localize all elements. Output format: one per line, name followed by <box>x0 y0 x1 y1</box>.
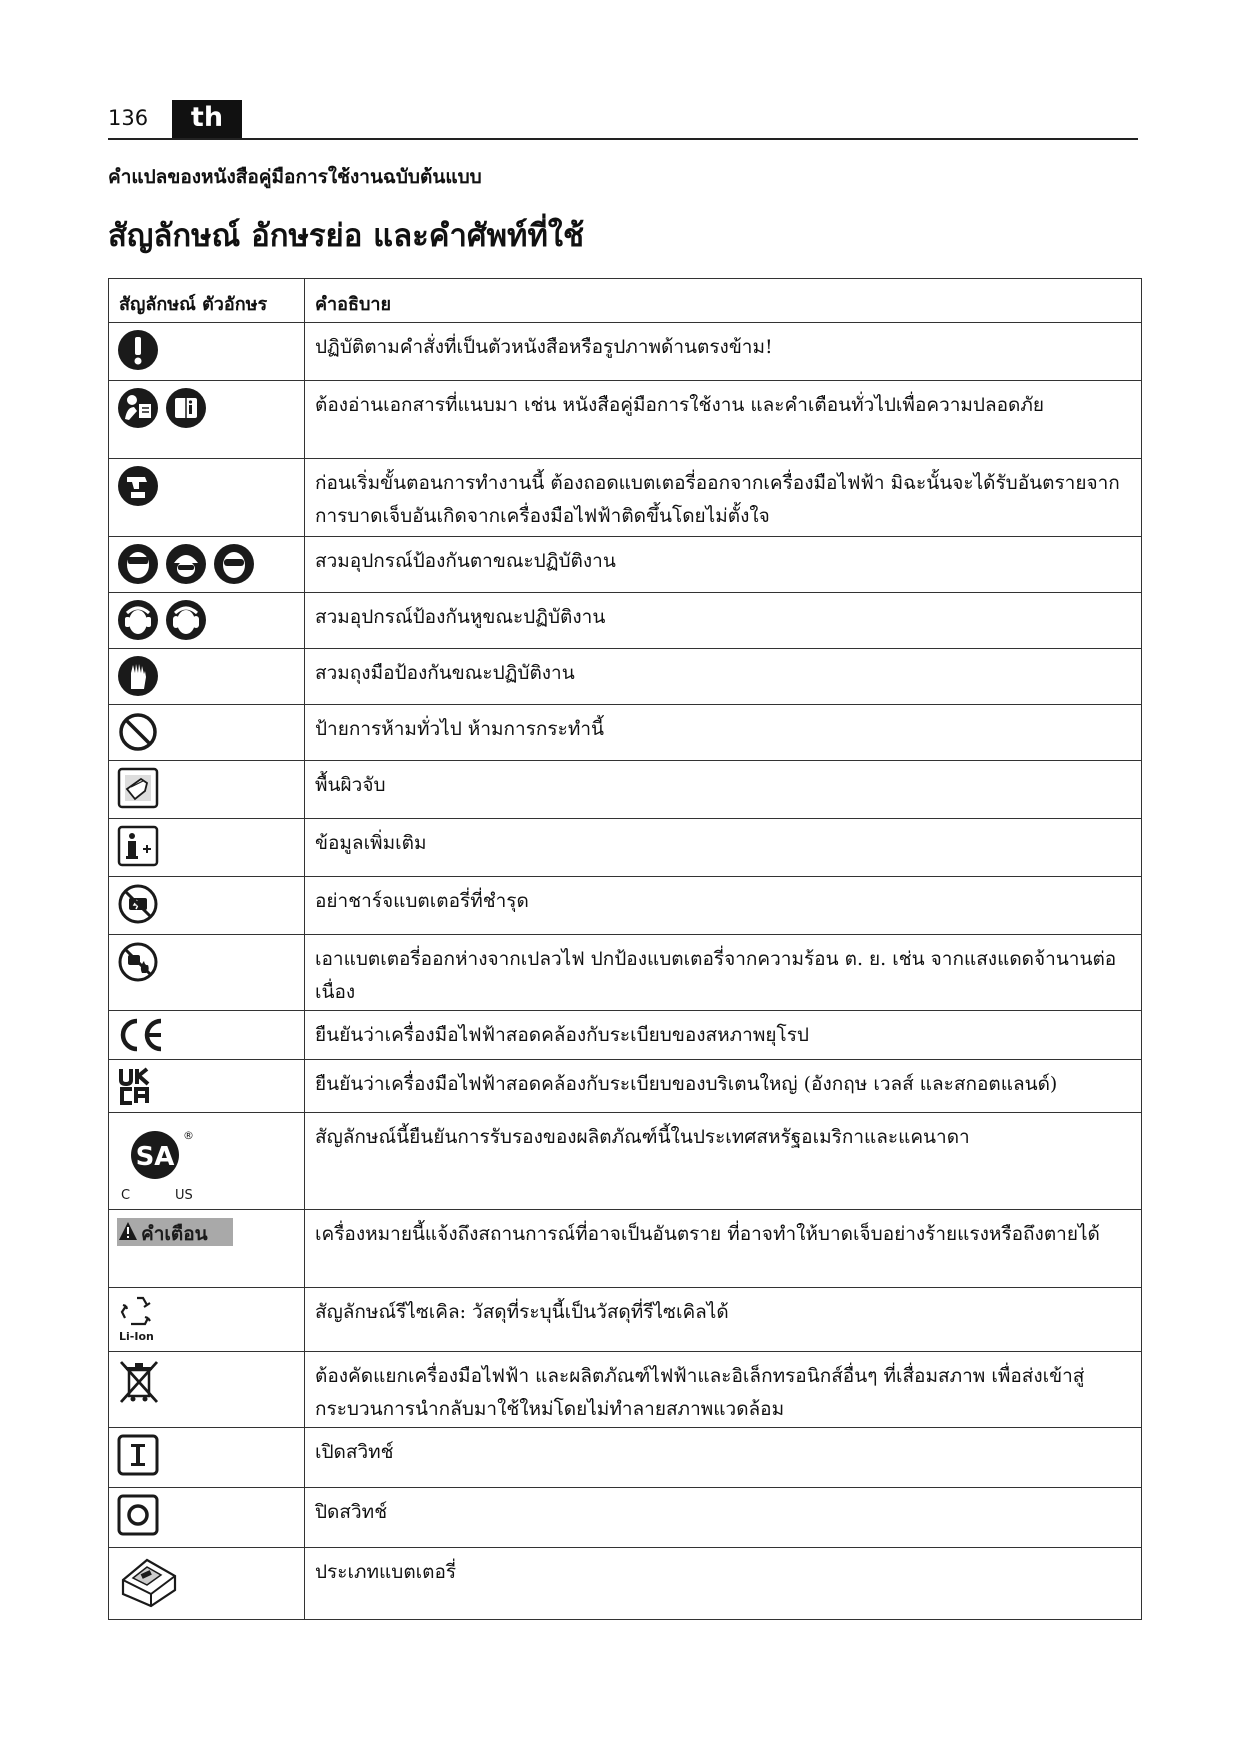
row-description: อย่าชาร์จแบตเตอรี่ที่ชำรุด <box>305 877 1142 935</box>
battery-away-from-fire-icon <box>117 941 159 983</box>
row-description: สัญลักษณ์นี้ยืนยันการรับรองของผลิตภัณฑ์นี้ในประเทศสหรัฐอเมริกาและแคนาดา <box>305 1113 1142 1210</box>
table-row <box>109 1488 1142 1548</box>
table-row <box>109 1060 1142 1113</box>
table-row <box>109 323 1142 381</box>
exclamation-mandatory-icon <box>117 329 159 371</box>
safety-helmet-icon <box>165 543 207 585</box>
table-row <box>109 1428 1142 1488</box>
table-row <box>109 1210 1142 1288</box>
ukca-mark-icon <box>117 1066 157 1106</box>
row-description: ยืนยันว่าเครื่องมือไฟฟ้าสอดคล้องกับระเบียบของบริเตนใหญ่ (อังกฤษ เวลส์ และสกอตแลนด์) <box>305 1060 1142 1113</box>
table-row <box>109 1288 1142 1352</box>
description-column-header: คำอธิบาย <box>305 279 1142 323</box>
page-number: 136 <box>108 106 149 130</box>
table-row <box>109 1011 1142 1060</box>
row-description: ข้อมูลเพิ่มเติม <box>305 819 1142 877</box>
row-description: สัญลักษณ์รีไซเคิล: วัสดุที่ระบุนี้เป็นวัสดุที่รีไซเคิลได้ <box>305 1288 1142 1352</box>
csa-letters: SA <box>135 1142 175 1172</box>
gloves-icon <box>117 655 159 697</box>
remove-battery-icon <box>117 465 159 507</box>
row-description: ก่อนเริ่มขั้นตอนการทำงานนี้ ต้องถอดแบตเตอรี่ออกจากเครื่องมือไฟฟ้า มิฉะนั้นจะได้รับอันตรายจากการบาดเจ็บอันเกิดจากเครื่องมือไฟฟ้าติดขึ้นโดยไม่ตั้งใจ <box>305 459 1142 537</box>
row-description: ปิดสวิทช์ <box>305 1488 1142 1548</box>
table-row <box>109 877 1142 935</box>
table-row <box>109 459 1142 537</box>
row-description: พื้นผิวจับ <box>305 761 1142 819</box>
row-description: เปิดสวิทช์ <box>305 1428 1142 1488</box>
grip-surface-icon <box>117 767 159 809</box>
ear-muff-icon <box>165 599 207 641</box>
row-description: สวมอุปกรณ์ป้องกันหูขณะปฏิบัติงาน <box>305 593 1142 649</box>
language-tag: th <box>172 100 242 138</box>
csa-mark-icon <box>117 1119 201 1203</box>
ce-mark-icon <box>117 1017 165 1053</box>
warning-label-icon <box>117 1216 235 1248</box>
table-header-row <box>109 279 1142 323</box>
row-description: เอาแบตเตอรี่ออกห่างจากเปลวไฟ ปกป้องแบตเตอรี่จากความร้อน ต. ย. เช่น จากแสงแดดจ้านานต่อเนื่อง <box>305 935 1142 1011</box>
prohibition-icon <box>117 711 159 753</box>
safety-goggles-icon <box>213 543 255 585</box>
table-row <box>109 537 1142 593</box>
table-row <box>109 705 1142 761</box>
symbols-table <box>108 278 1142 1620</box>
row-description: ป้ายการห้ามทั่วไป ห้ามการกระทำนี้ <box>305 705 1142 761</box>
row-description: ต้องคัดแยกเครื่องมือไฟฟ้า และผลิตภัณฑ์ไฟฟ้าและอิเล็กทรอนิกส์อื่นๆ ที่เสื่อมสภาพ เพื่อส่งเข้าสู่กระบวนการนำกลับมาใช้ใหม่โดยไม่ทำลายสภาพแวดล้อม <box>305 1352 1142 1428</box>
section-title: สัญลักษณ์ อักษรย่อ และคำศัพท์ที่ใช้ <box>108 218 585 254</box>
csa-registered: ® <box>183 1129 194 1142</box>
row-description: ประเภทแบตเตอรี่ <box>305 1548 1142 1620</box>
table-row <box>109 1113 1142 1210</box>
table-row <box>109 819 1142 877</box>
row-description: ปฏิบัติตามคำสั่งที่เป็นตัวหนังสือหรือรูปภาพด้านตรงข้าม! <box>305 323 1142 381</box>
li-ion-label: Li-Ion <box>119 1330 154 1343</box>
row-description: ยืนยันว่าเครื่องมือไฟฟ้าสอดคล้องกับระเบียบของสหภาพยุโรป <box>305 1011 1142 1060</box>
csa-c-label: C <box>121 1188 131 1203</box>
symbol-column-header: สัญลักษณ์ ตัวอักษร <box>109 279 305 323</box>
info-book-icon <box>165 387 207 429</box>
no-charge-damaged-battery-icon <box>117 883 159 925</box>
table-row <box>109 381 1142 459</box>
translation-note: คำแปลของหนังสือคู่มือการใช้งานฉบับต้นแบบ <box>108 166 482 188</box>
switch-off-icon <box>117 1494 159 1536</box>
table-row <box>109 649 1142 705</box>
table-row <box>109 1352 1142 1428</box>
face-shield-icon <box>117 543 159 585</box>
weee-bin-icon <box>117 1358 161 1406</box>
csa-us-label: US <box>175 1188 193 1203</box>
recycle-li-ion-icon <box>117 1294 161 1344</box>
table-row <box>109 1548 1142 1620</box>
battery-type-icon <box>117 1554 181 1610</box>
read-manual-icon <box>117 387 159 429</box>
warning-word: คำเตือน <box>141 1223 208 1245</box>
row-description: ต้องอ่านเอกสารที่แนบมา เช่น หนังสือคู่มือการใช้งาน และคำเตือนทั่วไปเพื่อความปลอดภัย <box>305 381 1142 459</box>
ear-protection-icon <box>117 599 159 641</box>
page-header <box>108 100 1138 140</box>
row-description: เครื่องหมายนี้แจ้งถึงสถานการณ์ที่อาจเป็นอันตราย ที่อาจทำให้บาดเจ็บอย่างร้ายแรงหรือถึงตายได้ <box>305 1210 1142 1288</box>
table-row <box>109 593 1142 649</box>
row-description: สวมอุปกรณ์ป้องกันตาขณะปฏิบัติงาน <box>305 537 1142 593</box>
additional-info-icon <box>117 825 159 867</box>
table-row <box>109 761 1142 819</box>
switch-on-icon <box>117 1434 159 1476</box>
row-description: สวมถุงมือป้องกันขณะปฏิบัติงาน <box>305 649 1142 705</box>
table-row <box>109 935 1142 1011</box>
